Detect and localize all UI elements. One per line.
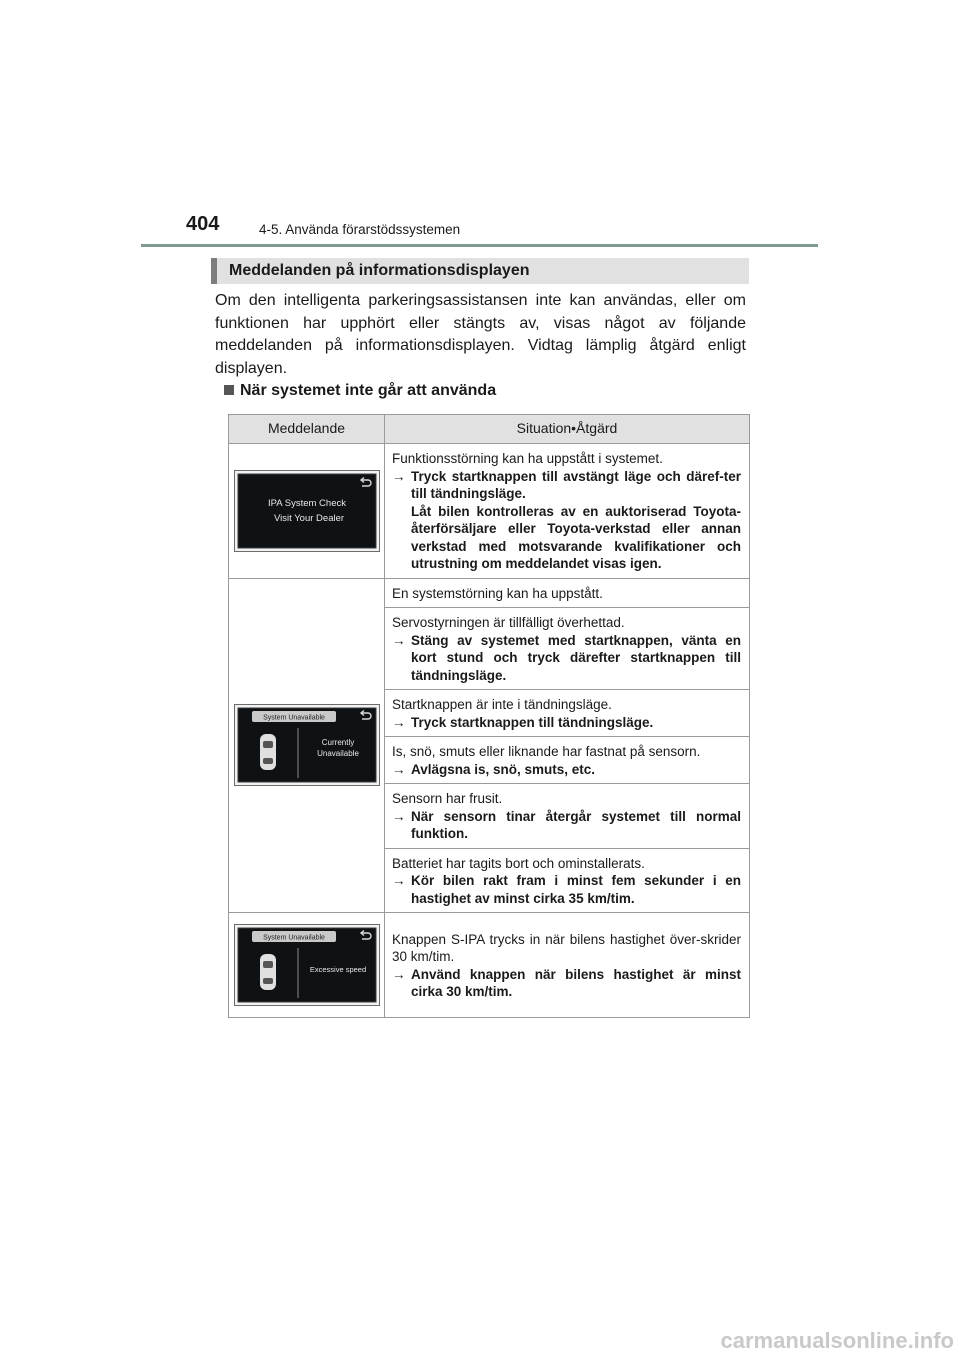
arrow-icon: → — [392, 873, 406, 888]
situation-text: En systemstörning kan ha uppstått. — [392, 585, 603, 601]
situation-cell — [385, 578, 750, 608]
situation-cell — [385, 608, 750, 690]
header-rule — [141, 244, 818, 247]
table-row — [229, 578, 750, 608]
situation-text: Knappen S-IPA trycks in när bilens hastighet över-skrider 30 km/tim. — [392, 931, 741, 964]
square-bullet-icon — [224, 385, 234, 395]
situation-cell — [385, 690, 750, 737]
page-number: 404 — [186, 213, 220, 235]
message-image-cell — [229, 578, 385, 913]
situation-text: Startknappen är inte i tändningsläge. — [392, 697, 612, 712]
action-text: → Avlägsna is, snö, smuts, etc. — [392, 761, 596, 777]
system-unavailable-display — [234, 704, 380, 786]
table-row — [229, 444, 750, 579]
excessive-speed-display — [234, 924, 380, 1006]
screen-line-2: Visit Your Dealer — [273, 512, 344, 524]
action-text: → När sensorn tinar återgår systemet till normal funktion. — [392, 808, 741, 841]
sub-heading-text: När systemet inte går att använda — [240, 382, 497, 399]
action-text: → Tryck startknappen till tändningsläge. — [392, 714, 654, 730]
situation-text: Sensorn har frusit. — [392, 791, 503, 806]
action-text: → Kör bilen rakt fram i minst fem sekunder i en hastighet av minst cirka 35 km/tim. — [392, 873, 741, 906]
action-text: → Tryck startknappen till avstängt läge och däref-ter till tändningsläge. — [392, 468, 741, 501]
action-text: → Använd knappen när bilens hastighet är minst cirka 30 km/tim. — [392, 966, 741, 999]
situation-text: Is, snö, smuts eller liknande har fastnat på sensorn. — [392, 744, 701, 759]
column-header-situation: Situation•Åtgärd — [385, 415, 750, 444]
arrow-icon: → — [392, 966, 406, 982]
arrow-icon: → — [392, 468, 406, 484]
situation-cell — [385, 444, 750, 579]
situation-text: Servostyrningen är tillfälligt överhettad. — [392, 615, 625, 630]
table-header-row — [229, 415, 750, 444]
watermark: carmanualsonline.info — [720, 1328, 954, 1353]
screen-banner: System Unavailable — [262, 714, 325, 722]
section-heading: Meddelanden på informationsdisplayen — [211, 258, 749, 284]
arrow-icon: → — [392, 632, 406, 648]
chapter-title: 4-5. Använda förarstödssystemen — [259, 222, 461, 237]
column-header-message: Meddelande — [229, 415, 385, 444]
situation-cell — [385, 913, 750, 1018]
arrow-icon: → — [392, 761, 406, 777]
action-extra-text: Låt bilen kontrolleras av en auktoriserad Toyota-återförsäljare eller Toyota-verkstad eller annan verkstad med motsvarande kvalifikationer och utrustning om meddelandet visas igen. — [411, 503, 741, 571]
action-text: → Stäng av systemet med startknappen, vänta en kort stund och tryck därefter startknappen till tändningsläge. — [392, 632, 741, 683]
sub-heading — [224, 382, 496, 400]
arrow-icon: → — [392, 808, 406, 824]
arrow-icon: → — [392, 714, 406, 730]
intro-paragraph: Om den intelligenta parkeringsassistansen inte kan användas, eller om funktionen har upphört eller stängts av, visas något av följande meddelanden på informationsdisplayen. Vidtag lämplig åtgärd enligt displayen. — [215, 292, 746, 377]
table-row — [229, 913, 750, 1018]
car-top-view-icon — [260, 954, 276, 990]
message-table — [228, 414, 750, 1018]
message-image-cell — [229, 444, 385, 579]
screen-banner: System Unavailable — [262, 934, 325, 942]
screen-line-1: Excessive speed — [309, 965, 366, 974]
situation-cell — [385, 784, 750, 849]
ipa-system-check-display — [234, 470, 380, 552]
situation-cell — [385, 848, 750, 913]
screen-line-2: Unavailable — [316, 749, 359, 759]
screen-line-1: Currently — [321, 738, 354, 748]
situation-text: Batteriet har tagits bort och ominstallerats. — [392, 855, 645, 871]
screen-line-1: IPA System Check — [267, 497, 346, 509]
car-top-view-icon — [260, 734, 276, 770]
situation-text: Funktionsstörning kan ha uppstått i systemet. — [392, 451, 663, 466]
message-image-cell — [229, 913, 385, 1018]
situation-cell — [385, 737, 750, 784]
